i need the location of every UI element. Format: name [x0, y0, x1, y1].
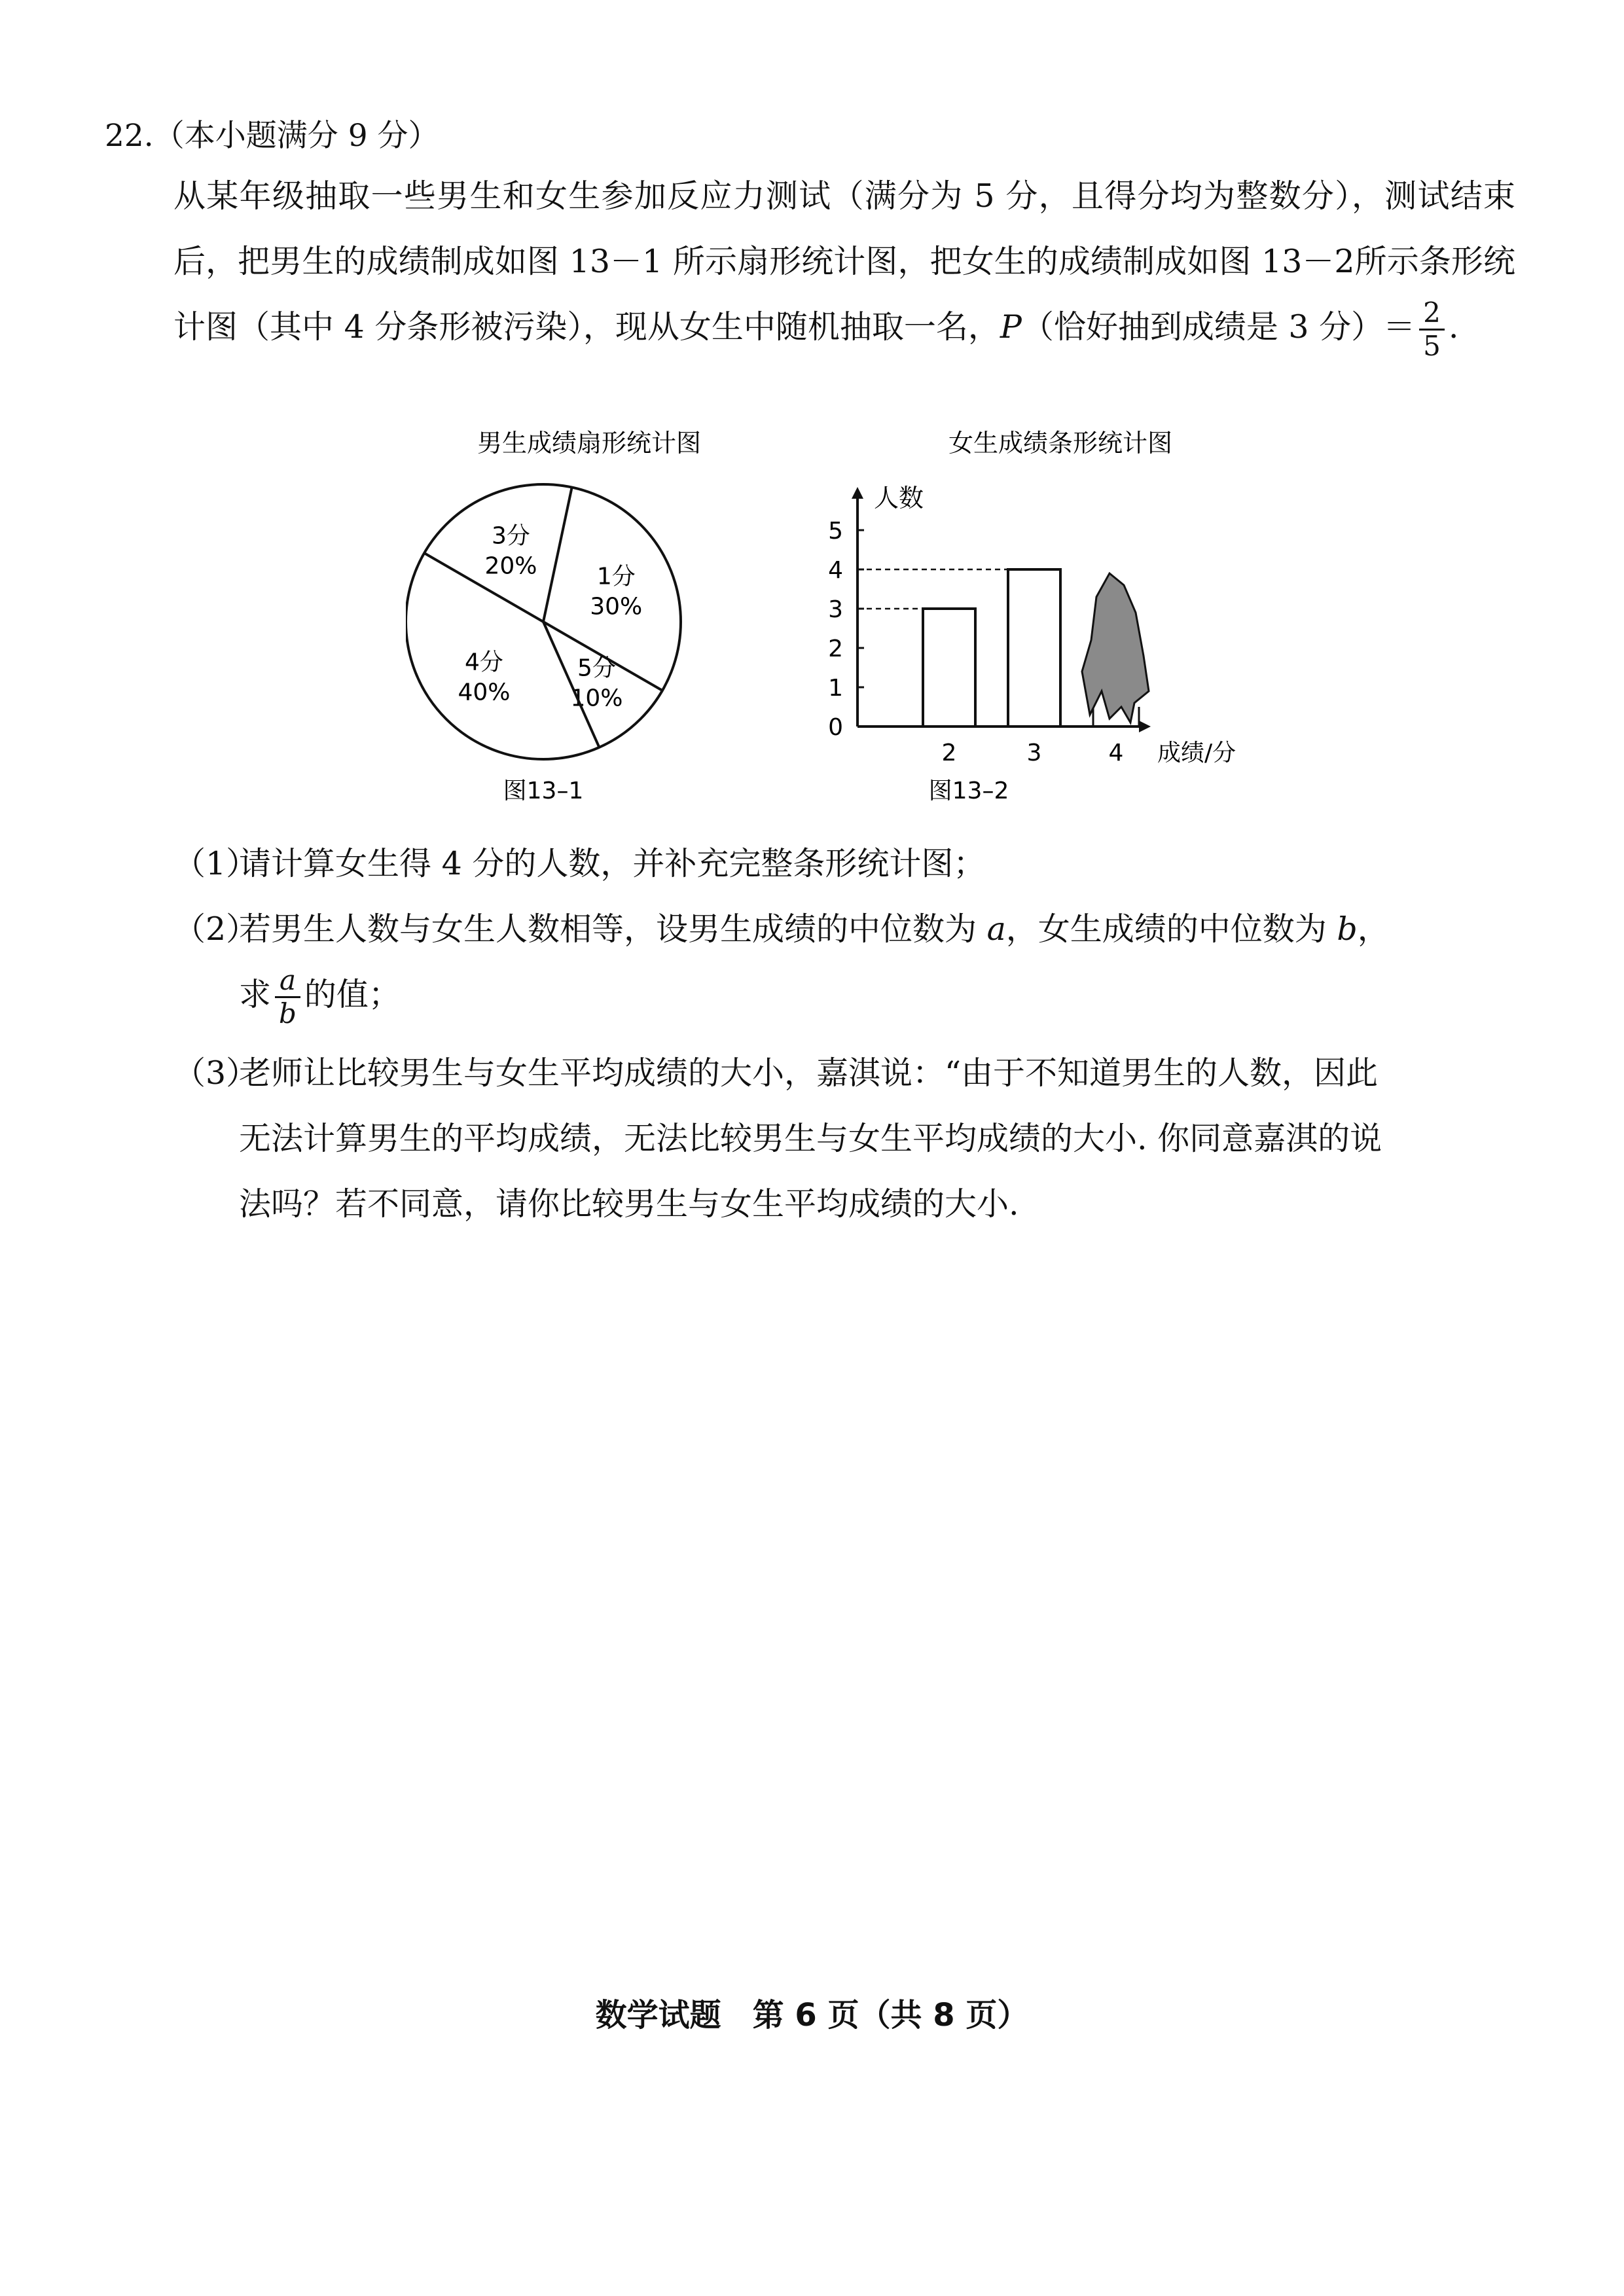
- y-tick-label: 3: [828, 596, 843, 623]
- subquestion-3: [173, 1041, 1378, 1106]
- score-note: （本小题满分 9 分）: [153, 118, 439, 154]
- pie-slice-label: 4分: [465, 649, 503, 676]
- subquestion-text: 老师让比较男生与女生平均成绩的大小，嘉淇说：“由于不知道男生的人数，因此: [239, 1054, 1379, 1092]
- bar-caption: 图13–2: [928, 778, 1009, 804]
- pie-slice-percent: 10%: [570, 685, 623, 712]
- fraction-numerator: a: [275, 965, 300, 998]
- subquestion-2-cont: [239, 962, 401, 1030]
- bar-title: 女生成绩条形统计图: [948, 429, 1173, 457]
- subquestion-text: 无法计算男生的平均成绩，无法比较男生与女生平均成绩的大小. 你同意嘉淇的说: [239, 1120, 1382, 1157]
- variable-a: a: [986, 910, 1006, 948]
- question-number: 22.: [105, 118, 154, 154]
- fraction-denominator: 5: [1423, 330, 1441, 362]
- subquestion-1: [173, 831, 985, 897]
- pie-caption: 图13–1: [503, 778, 584, 804]
- y-axis-arrow: [852, 487, 863, 499]
- subquestion-label: （2）: [173, 910, 259, 948]
- subquestion-text: 求: [239, 976, 272, 1013]
- subquestion-text: 的值；: [304, 976, 401, 1013]
- y-tick-label: 4: [828, 557, 843, 584]
- y-tick-label: 2: [828, 636, 843, 662]
- y-tick-label: 5: [828, 518, 843, 545]
- subquestion-3-line3: [239, 1172, 1019, 1237]
- y-axis-label: 人数: [874, 484, 924, 512]
- subquestion-3-line2: [239, 1106, 1382, 1172]
- x-tick-label: 3: [1026, 740, 1042, 766]
- variable-b: b: [1337, 910, 1358, 948]
- x-axis-label: 成绩/分: [1157, 740, 1236, 766]
- intro-text-2: （恰好抽到成绩是 3 分）＝: [1021, 308, 1416, 346]
- pie-slice-boundary: [543, 488, 572, 622]
- intro-text: 从某年级抽取一些男生和女生参加反应力测试（满分为 5 分，且得分均为整数分），测试结束后，把男生的成绩制成如图 13－1 所示扇形统计图，把女生的成绩制成如图 13－2所示条形统计图（其中 4 分条形被污染），现从女生中随机抽取一名，: [173, 177, 1515, 346]
- pie-chart: [406, 484, 681, 759]
- intro-end: .: [1448, 308, 1459, 346]
- subquestion-label: （1）: [173, 845, 259, 882]
- y-tick-label: 1: [828, 675, 843, 702]
- question-intro: [173, 164, 1515, 362]
- subquestion-label: （3）: [173, 1054, 259, 1092]
- bar-chart: [828, 484, 1236, 766]
- probability-symbol: P: [1000, 308, 1022, 346]
- stain-blob: [1082, 573, 1149, 723]
- pie-slice-percent: 20%: [484, 552, 537, 580]
- bar: [1008, 569, 1060, 726]
- ratio-fraction: [275, 965, 300, 1030]
- figures-area: [406, 412, 1322, 831]
- question-header: [105, 117, 439, 156]
- subquestion-text: ，女生成绩的中位数为: [1005, 910, 1337, 948]
- figures-svg: [406, 412, 1322, 831]
- fraction-numerator: 2: [1419, 297, 1445, 331]
- subquestion-text: ，: [1357, 910, 1390, 948]
- x-tick-label: 4: [1108, 740, 1124, 766]
- subquestion-2: [173, 897, 1390, 962]
- x-tick-label: 2: [941, 740, 957, 766]
- bar: [923, 609, 975, 726]
- page-footer: 数学试题 第 6 页（共 8 页）: [595, 1997, 1029, 2034]
- pie-slice-percent: 40%: [458, 679, 511, 706]
- pie-slice-percent: 30%: [590, 593, 643, 620]
- pie-title: 男生成绩扇形统计图: [477, 429, 702, 457]
- subquestion-text: 法吗？若不同意，请你比较男生与女生平均成绩的大小.: [239, 1185, 1019, 1223]
- pie-slice-label: 1分: [596, 563, 636, 590]
- subquestion-text: 若男生人数与女生人数相等，设男生成绩的中位数为: [239, 910, 987, 948]
- y-tick-label: 0: [828, 714, 843, 741]
- probability-fraction: [1419, 297, 1445, 362]
- pie-slice-label: 3分: [492, 522, 530, 550]
- pie-slice-label: 5分: [577, 655, 616, 682]
- x-axis-arrow: [1139, 721, 1151, 732]
- fraction-denominator: b: [279, 997, 297, 1030]
- subquestion-text: 请计算女生得 4 分的人数，并补充完整条形统计图；: [239, 845, 986, 882]
